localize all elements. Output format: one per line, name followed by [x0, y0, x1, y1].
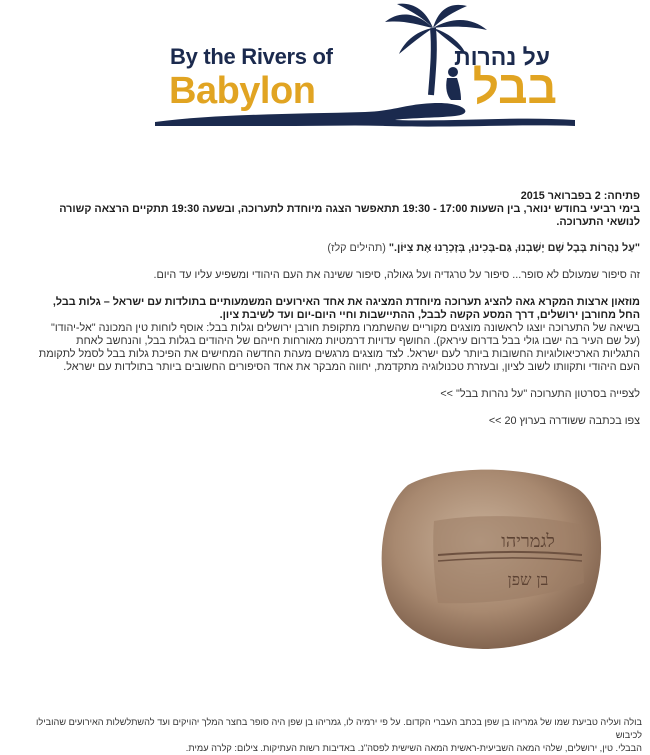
bulla-icon — [368, 455, 608, 655]
schedule-text: בימי רביעי בחודש ינואר, בין השעות 17:00 - 19:30 תתאפשר הצגה מיוחדת לתערוכה, ובשעה 19:30 תתקיים הרצאה קשורה לנושאי התערוכה. — [59, 203, 640, 228]
logo-english-line2: Babylon — [169, 70, 316, 112]
intro-text: מוזאון ארצות המקרא גאה להציג תערוכה מיוחדת המציגה את אחד האירועים המשמעותיים בתולדות עם ישראל – גלות בבל, החל מחורבן ירושלים, דרך המסע הקשה לבבל, ההתיישבות וחיי היום-יום ועד לשיבת ציון. — [52, 296, 640, 321]
logo-hebrew-line2: בבל — [472, 61, 557, 113]
news-video-link[interactable]: צפו בכתבה ששודרה בערוץ 20 >> — [488, 415, 640, 427]
quote-source: (תהילים קלז) — [327, 242, 386, 254]
bulla-seal-image — [368, 455, 608, 655]
seal-inscription-1: לגמריהו — [501, 531, 555, 552]
exhibition-article — [38, 190, 640, 428]
logo-english-line1: By the Rivers of — [170, 44, 333, 69]
logo-hebrew-line1: על נהרות — [454, 44, 550, 70]
story-text: זה סיפור שמעולם לא סופר... סיפור על טרגדיה ועל גאולה, סיפור ששינה את העם היהודי ומשפיע עליו עד היום. — [153, 269, 640, 281]
psalm-quote — [38, 242, 640, 255]
site-logo[interactable] — [155, 0, 575, 130]
caption-line1: בולה ועליה טביעת שמו של גמריהו בן שפן בכתב העברי הקדום. על פי ירמיה לו, גמריהו בן שפן היה סופר בחצר המלך יהויקים ועד להשתלשלות האירועים שהובילו לכיבוש — [35, 717, 642, 740]
image-caption — [12, 716, 642, 755]
quote-text: "עַל נַהֲרוֹת בָּבֶל שָׁם יָשַׁבְנוּ, גַּם-בָּכִינוּ, בְּזָכְרֵנוּ אֶת צִיּוֹן." — [388, 242, 640, 254]
seal-inscription-2: בן שפן — [507, 570, 549, 589]
trailer-link[interactable]: לצפייה בסרטון התערוכה "על נהרות בבל" >> — [440, 388, 640, 400]
opening-date: פתיחה: 2 בפברואר 2015 — [520, 190, 640, 202]
body-text: בשיאה של התערוכה יוצגו לראשונה מוצגים מקוריים שהשתמרו מתקופת חורבן ירושלים וגלות בבל: אוסף לוחות טין המכונה "אל-יהודו" (על שם העיר בה ישבו גולי בבל בדרום עיראק). החושף עדויות דרמטיות מאורחות חייהם של היהודים בגלות בבל, והנחשב לאחת התגליות הארכיאולוגיות החשובות ביותר לעם ישראל. לצד מוצגים מרגשים מעהת החדשה המחישים את הפיכת גלות בבל לסמל לתקומת העם היהודי ותקוותו לשוב לציון, ובעזרת טכנולוגיה מתקדמת, יחווה המבקר את אחד הסיפורים החשובים ביותר בתולדות עם ישראל. — [38, 322, 640, 373]
caption-line2: הבבלי. טין, ירושלים, שלהי המאה השביעית-ראשית המאה השישית לפסה"נ. באדיבות רשות העתיקות. צילום: קלרה עמית. — [185, 743, 642, 753]
